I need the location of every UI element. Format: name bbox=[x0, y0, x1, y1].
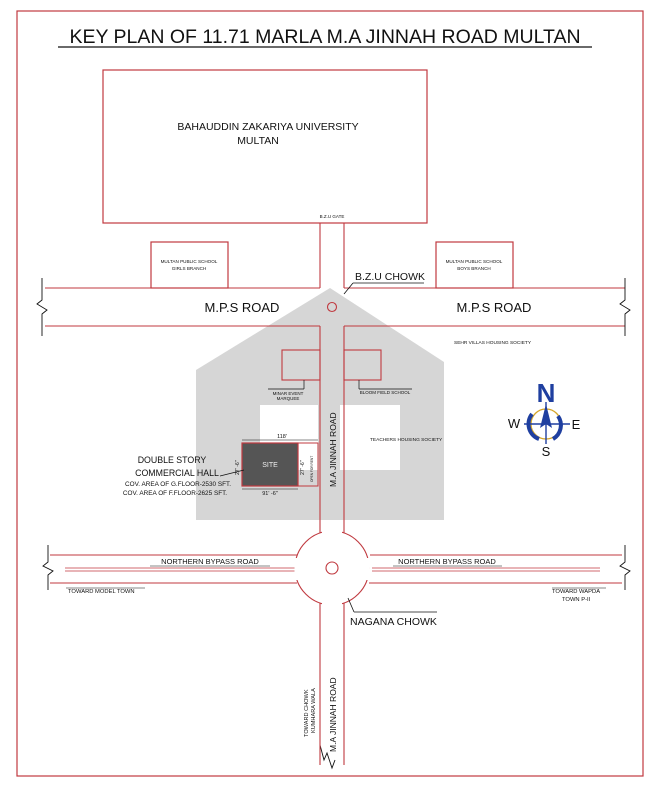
bzu-gate-label: B.Z.U GATE bbox=[319, 214, 345, 219]
sehr-villas-label: SEHR VILLAS HOUSING SOCIETY bbox=[454, 341, 532, 346]
minar-marquee-label-2: MARQUEE bbox=[276, 396, 300, 401]
nagana-chowk-label: NAGANA CHOWK bbox=[350, 616, 437, 628]
compass-arc-right bbox=[553, 416, 561, 439]
girls-school-name: MULTAN PUBLIC SCHOOL bbox=[160, 259, 218, 264]
bypass-left-label: NORTHERN BYPASS ROAD bbox=[161, 557, 259, 566]
girls-school-branch: GIRLS BRANCH bbox=[171, 266, 207, 271]
hall-first-area: COV. AREA OF F.FLOOR-2625 SFT. bbox=[122, 490, 228, 497]
hall-title-2: COMMERCIAL HALL bbox=[135, 468, 219, 478]
site-label: SITE bbox=[262, 462, 278, 469]
boys-school-name: MULTAN PUBLIC SCHOOL bbox=[445, 259, 503, 264]
compass-arc-left bbox=[529, 414, 539, 439]
toward-chowk-label: TOWARD CHOWK bbox=[304, 689, 310, 737]
hall-ground-area: COV. AREA OF G.FLOOR-2530 SFT. bbox=[125, 481, 231, 488]
site-top-dim: 118' bbox=[277, 434, 287, 440]
bzu-chowk-label: B.Z.U CHOWK bbox=[355, 271, 425, 283]
site-bottom-dim: 91' -6" bbox=[262, 491, 278, 497]
girls-school-block bbox=[151, 242, 228, 288]
compass-e: E bbox=[571, 417, 581, 432]
site-right-note: OPEN FOR RENT bbox=[310, 455, 314, 482]
toward-chowk-label-2: KUMHARA WALA bbox=[311, 688, 317, 733]
compass-s: S bbox=[541, 444, 551, 459]
toward-wapda-label: TOWARD WAPDA bbox=[552, 589, 601, 595]
boys-school-block bbox=[436, 242, 513, 288]
university-city: MULTAN bbox=[237, 135, 279, 147]
hall-title-1: DOUBLE STORY bbox=[137, 455, 207, 465]
page-title: KEY PLAN OF 11.71 MARLA M.A JINNAH ROAD MULTAN bbox=[69, 26, 581, 48]
compass-w: W bbox=[507, 416, 521, 431]
ma-jinnah-upper-label: M.A JINNAH ROAD bbox=[328, 412, 338, 487]
compass-n: N bbox=[536, 378, 556, 408]
nagana-roundabout-outer bbox=[295, 531, 369, 605]
compass-rose bbox=[508, 378, 581, 459]
bloom-field-label: BLOOM FIELD SCHOOL bbox=[359, 390, 411, 395]
site-right-dim: 27' -6" bbox=[300, 460, 306, 475]
teachers-housing-label: TEACHERS HOUSING SOCIETY bbox=[370, 438, 443, 443]
toward-model-town-label: TOWARD MODEL TOWN bbox=[68, 589, 135, 595]
site-left-dim: 27' -6" bbox=[235, 460, 241, 475]
ma-jinnah-lower-label: M.A JINNAH ROAD bbox=[328, 677, 338, 752]
minar-marquee-label: MINAR EVENT bbox=[272, 391, 304, 396]
toward-wapda-label-2: TOWN P-II bbox=[562, 597, 591, 603]
university-name: BAHAUDDIN ZAKARIYA UNIVERSITY bbox=[177, 121, 359, 133]
bypass-right-label: NORTHERN BYPASS ROAD bbox=[398, 557, 496, 566]
mps-road-right-label: M.P.S ROAD bbox=[456, 300, 532, 315]
boys-school-branch: BOYS BRANCH bbox=[457, 266, 491, 271]
mps-road-left-label: M.P.S ROAD bbox=[204, 300, 280, 315]
